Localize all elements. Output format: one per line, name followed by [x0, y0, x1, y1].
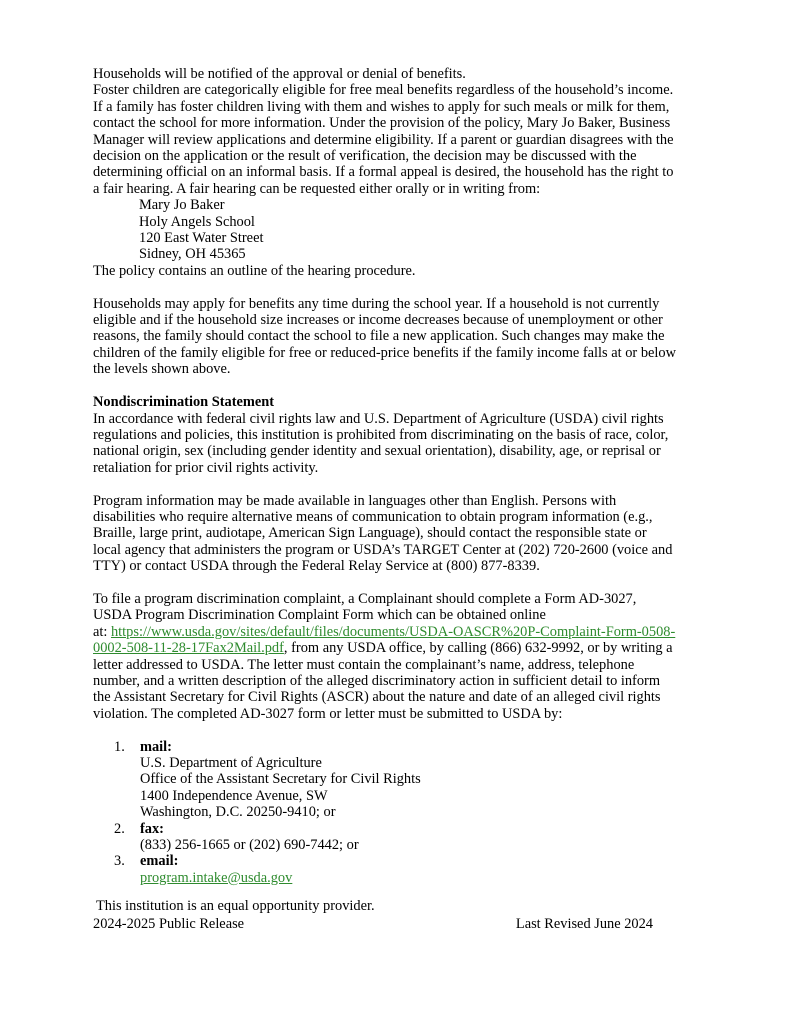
mail-address-line: U.S. Department of Agriculture: [140, 754, 322, 771]
complaint-form-link[interactable]: https://www.usda.gov/sites/default/files/documents/USDA-OASCR%20P-Complaint-Form-0508-: [110, 623, 676, 640]
address-line: Holy Angels School: [139, 213, 255, 230]
text-line: number, and a written description of the alleged discriminatory action in sufficient detail to inform: [93, 672, 661, 689]
text-line: If a family has foster children living with them and wishes to apply for such meals or milk for them,: [93, 98, 670, 115]
link-after-text: , from any USDA office, by calling (866) 632-9992, or by writing a: [283, 640, 673, 657]
text-line: [93, 624, 703, 640]
at-prefix: at:: [93, 623, 111, 640]
footer-release: 2024-2025 Public Release: [93, 915, 245, 932]
text-line: local agency that administers the program or USDA’s TARGET Center at (202) 720-2600 (voice and: [93, 541, 673, 558]
text-line: contact the school for more information. Under the provision of the policy, Mary Jo Baker, Business: [93, 115, 671, 132]
text-line: the levels shown above.: [93, 361, 231, 378]
email-line: [140, 870, 703, 886]
text-line: [93, 640, 703, 656]
nondiscrimination-paragraph-2: [93, 493, 703, 575]
text-line: Households may apply for benefits any time during the school year. If a household is not currently: [93, 295, 660, 312]
text-line: USDA Program Discrimination Complaint Form which can be obtained online: [93, 607, 546, 624]
list-item-email: [93, 853, 703, 886]
text-line: children of the family eligible for free or reduced-price benefits if the family income falls at or below: [93, 344, 676, 361]
spacer: [93, 722, 703, 738]
mail-address-line: Office of the Assistant Secretary for Civil Rights: [140, 771, 421, 788]
text-line: eligible and if the household size increases or income decreases because of unemployment or other: [93, 312, 663, 329]
text-line: In accordance with federal civil rights law and U.S. Department of Agriculture (USDA) civil rights: [93, 410, 664, 427]
text-line: violation. The completed AD-3027 form or letter must be submitted to USDA by:: [93, 705, 563, 722]
text-line: Foster children are categorically eligible for free meal benefits regardless of the household’s income.: [93, 82, 674, 99]
text-line: To file a program discrimination complaint, a Complainant should complete a Form AD-3027,: [93, 590, 637, 607]
text-line: TTY) or contact USDA through the Federal Relay Service at (800) 877-8339.: [93, 558, 540, 575]
document-page: [93, 66, 703, 932]
email-label: email:: [140, 853, 179, 870]
address-line: 120 East Water Street: [139, 230, 264, 247]
text-line: national origin, sex (including gender identity and sexual orientation), disability, age, or reprisal or: [93, 443, 661, 460]
hearing-address: [93, 197, 703, 263]
text-line: disabilities who require alternative means of communication to obtain program information (e.g.,: [93, 508, 653, 525]
mail-address-line: Washington, D.C. 20250-9410; or: [140, 804, 336, 821]
text-line: Households will be notified of the approval or denial of benefits.: [93, 66, 466, 82]
text-line: retaliation for prior civil rights activity.: [93, 459, 319, 476]
list-number: 3.: [114, 853, 125, 870]
complaint-paragraph: [93, 591, 703, 722]
text-line: Manager will review applications and determine eligibility. If a parent or guardian disagrees with the: [93, 131, 674, 148]
footer-revised: Last Revised June 2024: [515, 915, 653, 932]
list-item-mail: [93, 739, 703, 821]
mail-label: mail:: [140, 738, 172, 755]
spacer: [93, 378, 703, 394]
list-number: 2.: [114, 820, 125, 837]
text-line: letter addressed to USDA. The letter must contain the complainant’s name, address, telephone: [93, 656, 635, 673]
spacer: [93, 575, 703, 591]
text-line: determining official on an informal basis. If a formal appeal is desired, the household has the right to: [93, 164, 674, 181]
complaint-form-link-continued[interactable]: 0002-508-11-28-17Fax2Mail.pdf: [93, 640, 284, 657]
section-heading: Nondiscrimination Statement: [93, 394, 275, 411]
policy-line: The policy contains an outline of the hearing procedure.: [93, 262, 416, 279]
text-line: decision on the application or the result of verification, the decision may be discussed with the: [93, 148, 637, 165]
nondiscrimination-paragraph-1: [93, 411, 703, 477]
text-line: Program information may be made available in languages other than English. Persons with: [93, 492, 617, 509]
text-line: the Assistant Secretary for Civil Rights (ASCR) about the nature and date of an alleged civil rights: [93, 689, 661, 706]
fax-label: fax:: [140, 820, 164, 837]
notification-paragraph: [93, 66, 703, 197]
equal-opportunity-statement: This institution is an equal opportunity provider.: [96, 898, 375, 915]
submission-list: [93, 739, 703, 887]
text-line: Braille, large print, audiotape, American Sign Language), should contact the responsible state or: [93, 525, 647, 542]
address-line: Sidney, OH 45365: [139, 246, 246, 263]
address-line: Mary Jo Baker: [139, 197, 225, 214]
email-link[interactable]: program.intake@usda.gov: [140, 869, 293, 886]
mail-address-line: 1400 Independence Avenue, SW: [140, 787, 328, 804]
apply-anytime-paragraph: [93, 296, 703, 378]
fax-numbers: (833) 256-1665 or (202) 690-7442; or: [140, 837, 359, 854]
list-item-fax: [93, 821, 703, 854]
spacer: [93, 476, 703, 492]
text-line: reasons, the family should contact the school to file a new application. Such changes may make the: [93, 328, 665, 345]
list-number: 1.: [114, 738, 125, 755]
text-line: regulations and policies, this institution is prohibited from discriminating on the basis of race, color,: [93, 426, 669, 443]
page-footer: [93, 916, 653, 932]
text-line: a fair hearing. A fair hearing can be requested either orally or in writing from:: [93, 180, 541, 197]
spacer: [93, 279, 703, 295]
